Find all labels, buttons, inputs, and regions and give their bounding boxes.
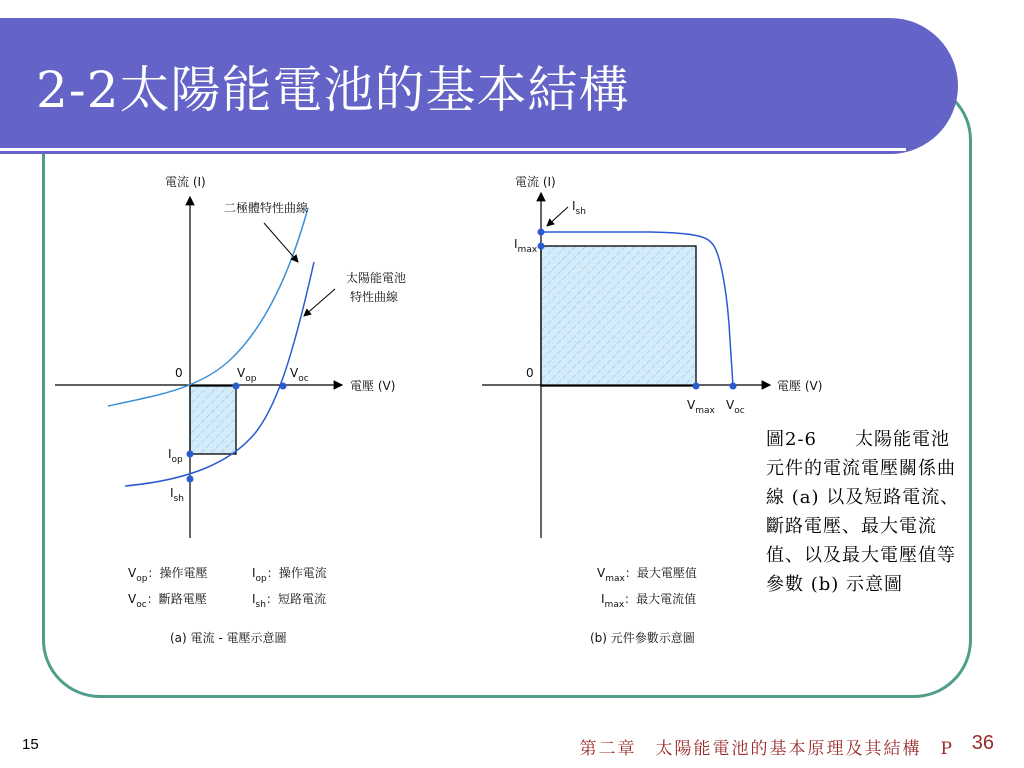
- b-caption: (b) 元件參數示意圖: [590, 631, 695, 645]
- figure-caption: 圖2-6 太陽能電池元件的電流電壓關係曲線 (a) 以及短路電流、斷路電壓、最大電流值、以及最大電壓值等參數 (b) 示意圖: [766, 429, 960, 595]
- i-max-label: $I_{max}$: [514, 237, 538, 255]
- v-op-point: [233, 383, 240, 390]
- a-legend-i-sh: $I_{sh}$：短路電流: [252, 592, 326, 610]
- a-legend-i-op: $I_{op}$：操作電流: [252, 566, 327, 584]
- a-origin-label: 0: [175, 366, 183, 380]
- v-oc-label: $V_{oc}$: [290, 366, 309, 384]
- b-i-sh-point: [538, 229, 545, 236]
- operating-power-rect: [190, 386, 236, 454]
- diode-curve-label: 二極體特性曲線: [224, 201, 309, 215]
- a-legend-v-op: $V_{op}$：操作電壓: [128, 566, 208, 584]
- diagram-a: [55, 174, 406, 645]
- diode-curve-pointer: [264, 223, 298, 262]
- i-op-point: [187, 451, 194, 458]
- a-x-axis-label: 電壓 (V): [350, 379, 396, 393]
- v-max-label: $V_{max}$: [687, 398, 715, 416]
- a-legend-v-oc: $V_{oc}$：斷路電壓: [128, 592, 207, 610]
- v-max-point: [693, 383, 700, 390]
- solar-curve-pointer: [304, 289, 335, 316]
- solar-curve-label-1: 太陽能電池: [346, 271, 407, 285]
- b-i-sh-label: $I_{sh}$: [572, 199, 586, 217]
- slide-page-number: 15: [22, 736, 39, 753]
- b-legend-v-max: $V_{max}$：最大電壓值: [597, 566, 697, 584]
- b-v-oc-label: $V_{oc}$: [726, 398, 745, 416]
- b-y-axis-label: 電流 (I): [515, 175, 556, 189]
- b-v-oc-point: [730, 383, 737, 390]
- a-y-axis-label: 電流 (I): [165, 175, 206, 189]
- v-op-label: $V_{op}$: [237, 366, 257, 384]
- i-sh-pointer: [547, 207, 568, 226]
- i-sh-point: [187, 476, 194, 483]
- solar-curve-label-2: 特性曲線: [350, 290, 399, 304]
- slide-title: 2-2太陽能電池的基本結構: [36, 61, 630, 119]
- i-max-point: [538, 243, 545, 250]
- i-sh-label: $I_{sh}$: [170, 486, 184, 504]
- a-caption: (a) 電流 - 電壓示意圖: [170, 631, 287, 645]
- footer-chapter-text: 第二章 太陽能電池的基本原理及其結構 P: [579, 739, 954, 759]
- b-x-axis-label: 電壓 (V): [777, 379, 823, 393]
- i-op-label: $I_{op}$: [168, 447, 183, 465]
- diode-curve: [108, 208, 308, 406]
- max-power-rect: [541, 246, 696, 386]
- v-oc-point: [280, 383, 287, 390]
- footer-page-number: 36: [971, 732, 994, 754]
- b-origin-label: 0: [526, 366, 534, 380]
- b-legend-i-max: $I_{max}$：最大電流值: [601, 592, 697, 610]
